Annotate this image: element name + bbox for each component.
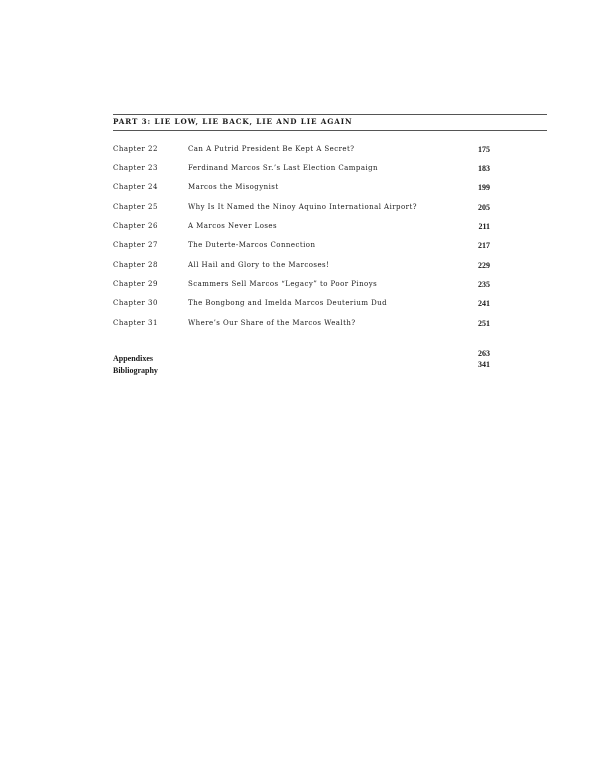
- toc-row[interactable]: [0, 203, 600, 215]
- toc-row[interactable]: [0, 164, 600, 176]
- chapter-label: Chapter 23: [113, 164, 158, 172]
- chapter-label: Chapter 27: [113, 241, 158, 249]
- chapter-page: 199: [478, 183, 490, 192]
- chapter-label: Chapter 28: [113, 261, 158, 269]
- header-rule-bottom: [113, 130, 547, 131]
- appendixes-page: 263: [478, 349, 490, 358]
- chapter-title: Ferdinand Marcos Sr.’s Last Election Campaign: [188, 164, 379, 172]
- toc-row[interactable]: [0, 261, 600, 273]
- toc-row[interactable]: [0, 222, 600, 234]
- chapter-title: A Marcos Never Loses: [188, 222, 278, 230]
- chapter-title: The Duterte-Marcos Connection: [188, 241, 316, 249]
- toc-row[interactable]: [0, 183, 600, 195]
- toc-row[interactable]: [0, 280, 600, 292]
- chapter-title: Can A Putrid President Be Kept A Secret?: [188, 145, 355, 153]
- chapter-page: 211: [478, 222, 490, 231]
- bibliography-label[interactable]: Bibliography: [113, 366, 158, 375]
- appendixes-label[interactable]: Appendixes: [113, 354, 154, 363]
- chapter-title: The Bongbong and Imelda Marcos Deuterium Dud: [188, 299, 388, 307]
- chapter-page: 241: [478, 299, 490, 308]
- chapter-label: Chapter 26: [113, 222, 158, 230]
- chapter-page: 229: [478, 261, 490, 270]
- chapter-label: Chapter 31: [113, 319, 158, 327]
- chapter-title: Scammers Sell Marcos “Legacy” to Poor Pinoys: [188, 280, 378, 288]
- chapter-page: 235: [478, 280, 490, 289]
- bibliography-page: 341: [478, 360, 490, 369]
- chapter-title: Where’s Our Share of the Marcos Wealth?: [188, 319, 356, 327]
- chapter-page: 175: [478, 145, 490, 154]
- chapter-title: Why Is It Named the Ninoy Aquino International Airport?: [188, 203, 417, 211]
- chapter-label: Chapter 24: [113, 183, 158, 191]
- chapter-page: 205: [478, 203, 490, 212]
- chapter-page: 217: [478, 241, 490, 250]
- header-rule-top: [113, 114, 547, 115]
- chapter-title: All Hail and Glory to the Marcoses!: [188, 261, 330, 269]
- chapter-page: 251: [478, 319, 490, 328]
- part-title: PART 3: LIE LOW, LIE BACK, LIE AND LIE AGAIN: [113, 117, 353, 126]
- chapter-label: Chapter 25: [113, 203, 158, 211]
- chapter-title: Marcos the Misogynist: [188, 183, 279, 191]
- chapter-label: Chapter 29: [113, 280, 158, 288]
- toc-row[interactable]: [0, 299, 600, 311]
- toc-row[interactable]: [0, 145, 600, 157]
- toc-row[interactable]: [0, 241, 600, 253]
- chapter-page: 183: [478, 164, 490, 173]
- toc-row[interactable]: [0, 319, 600, 331]
- chapter-label: Chapter 30: [113, 299, 158, 307]
- chapter-label: Chapter 22: [113, 145, 158, 153]
